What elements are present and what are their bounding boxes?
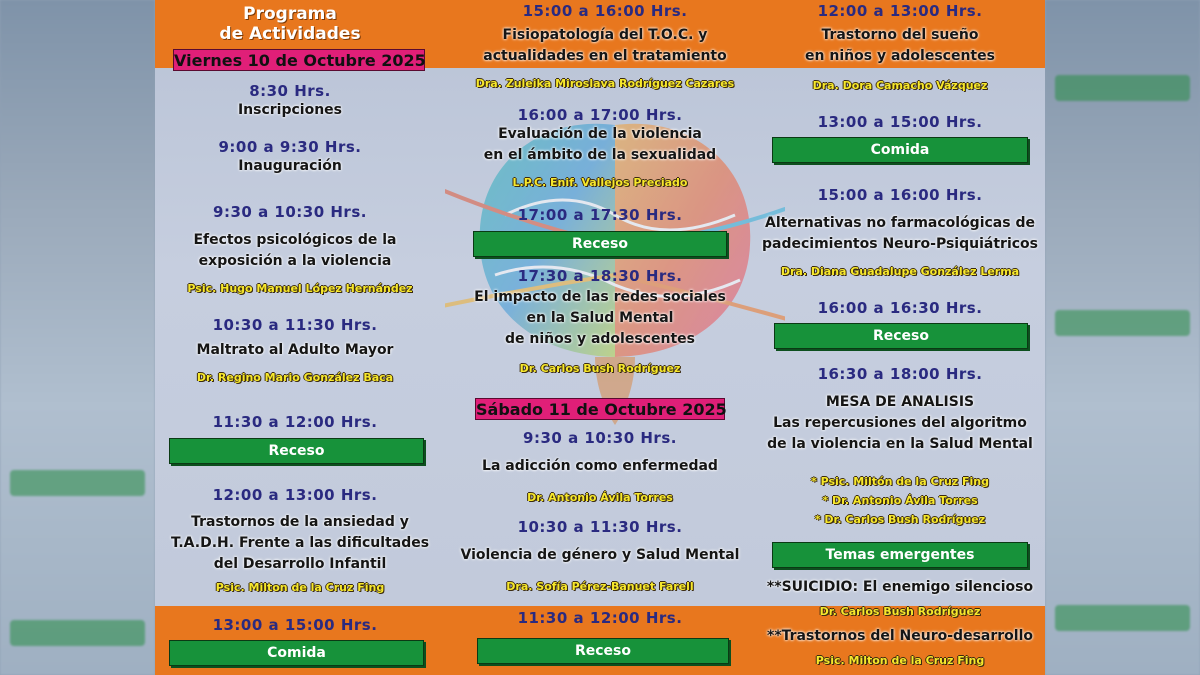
middle-column: [455, 0, 755, 675]
emerging-topic: **SUICIDIO: El enemigo silencioso: [766, 579, 1034, 595]
break-bar: Receso: [169, 438, 424, 464]
speaker-name: Dra. Sofía Pérez-Banuet Farell: [506, 580, 694, 593]
time-slot: 13:00 a 15:00 Hrs.: [817, 113, 983, 131]
time-slot: 10:30 a 11:30 Hrs.: [212, 316, 378, 334]
time-slot: 15:00 a 16:00 Hrs.: [817, 186, 983, 204]
saturday-right-column: [755, 0, 1045, 675]
session-topic: Violencia de género y Salud Mental: [460, 547, 740, 563]
speaker-name: Dr. Carlos Bush Rodríguez: [519, 362, 681, 375]
emerging-topics-bar: Temas emergentes: [772, 542, 1028, 568]
friday-column: [155, 0, 455, 675]
speaker-name: Psic. Milton de la Cruz Fing: [815, 654, 985, 667]
session-topic: Maltrato al Adulto Mayor: [196, 342, 394, 358]
time-slot: 15:00 a 16:00 Hrs.: [522, 2, 688, 20]
saturday-day-label: Sábado 11 de Octubre 2025: [476, 400, 727, 419]
session-topic: del Desarrollo Infantil: [213, 556, 387, 572]
session-topic: Evaluación de la violencia: [498, 126, 702, 142]
session-topic: Inscripciones: [237, 102, 343, 118]
session-topic: Efectos psicológicos de la: [193, 232, 397, 248]
session-topic: de la violencia en la Salud Mental: [767, 436, 1033, 452]
speaker-name: Dr. Carlos Bush Rodríguez: [819, 605, 981, 618]
session-topic: MESA DE ANALISIS: [825, 394, 975, 410]
time-slot: 12:00 a 13:00 Hrs.: [212, 486, 378, 504]
session-topic: en el ámbito de la sexualidad: [483, 147, 717, 163]
left-blurred-background: [0, 0, 155, 675]
emerging-topic: **Trastornos del Neuro-desarrollo: [767, 628, 1033, 644]
session-topic: Las repercusiones del algoritmo: [773, 415, 1027, 431]
session-topic: actualidades en el tratamiento: [483, 48, 727, 64]
time-slot: 9:00 a 9:30 Hrs.: [218, 138, 362, 156]
time-slot: 8:30 Hrs.: [249, 82, 331, 100]
time-slot: 17:00 a 17:30 Hrs.: [517, 206, 683, 224]
session-topic: Fisiopatología del T.O.C. y: [502, 27, 708, 43]
time-slot: 13:00 a 15:00 Hrs.: [212, 616, 378, 634]
time-slot: 12:00 a 13:00 Hrs.: [817, 2, 983, 20]
program-poster: [155, 0, 1045, 675]
friday-day-label: Viernes 10 de Octubre 2025: [174, 51, 426, 70]
time-slot: 9:30 a 10:30 Hrs.: [523, 429, 677, 447]
speaker-name: L.P.C. Enif. Vallejos Preciado: [512, 176, 688, 189]
time-slot: 10:30 a 11:30 Hrs.: [517, 518, 683, 536]
speaker-name: Dra. Dora Camacho Vázquez: [812, 79, 988, 92]
speaker-name: Psic. Milton de la Cruz Fing: [215, 581, 385, 594]
session-topic: en la Salud Mental: [526, 310, 674, 326]
session-topic: de niños y adolescentes: [505, 331, 695, 347]
panel-member: * Dr. Antonio Ávila Torres: [822, 494, 978, 507]
right-blurred-background: [1045, 0, 1200, 675]
time-slot: 16:00 a 17:00 Hrs.: [517, 106, 683, 124]
session-topic: La adicción como enfermedad: [482, 458, 718, 474]
session-topic: Trastorno del sueño: [821, 27, 979, 43]
panel-member: * Dr. Carlos Bush Rodríguez: [814, 513, 986, 526]
session-topic: El impacto de las redes sociales: [474, 289, 726, 305]
blurred-band: [1055, 310, 1190, 336]
session-topic: padecimientos Neuro-Psiquiátricos: [762, 236, 1038, 252]
session-topic: Trastornos de la ansiedad y: [191, 514, 409, 530]
break-bar: Receso: [477, 638, 729, 664]
blurred-band: [10, 620, 145, 646]
time-slot: 16:30 a 18:00 Hrs.: [817, 365, 983, 383]
program-title-line2: de Actividades: [219, 24, 361, 44]
speaker-name: Dra. Diana Guadalupe González Lerma: [780, 265, 1020, 278]
panel-member: * Psic. Miltón de la Cruz Fing: [811, 475, 989, 488]
program-title-line1: Programa: [243, 4, 337, 24]
speaker-name: Dra. Zuleika Miroslava Rodríguez Cazares: [475, 77, 735, 90]
time-slot: 11:30 a 12:00 Hrs.: [212, 413, 378, 431]
time-slot: 9:30 a 10:30 Hrs.: [213, 203, 367, 221]
session-topic: Inauguración: [238, 158, 342, 174]
blurred-band: [10, 470, 145, 496]
lunch-bar: Comida: [772, 137, 1028, 163]
blurred-band: [1055, 75, 1190, 101]
time-slot: 17:30 a 18:30 Hrs.: [517, 267, 683, 285]
time-slot: 11:30 a 12:00 Hrs.: [517, 609, 683, 627]
break-bar: Receso: [473, 231, 727, 257]
speaker-name: Psic. Hugo Manuel López Hernández: [187, 282, 413, 295]
session-topic: en niños y adolescentes: [805, 48, 995, 64]
break-bar: Receso: [774, 323, 1028, 349]
session-topic: Alternativas no farmacológicas de: [765, 215, 1035, 231]
speaker-name: Dr. Antonio Ávila Torres: [527, 491, 673, 504]
blurred-band: [1055, 605, 1190, 631]
session-topic: T.A.D.H. Frente a las dificultades: [170, 535, 430, 551]
session-topic: exposición a la violencia: [198, 253, 392, 269]
speaker-name: Dr. Regino Mario González Baca: [196, 371, 394, 384]
lunch-bar: Comida: [169, 640, 424, 666]
time-slot: 16:00 a 16:30 Hrs.: [817, 299, 983, 317]
